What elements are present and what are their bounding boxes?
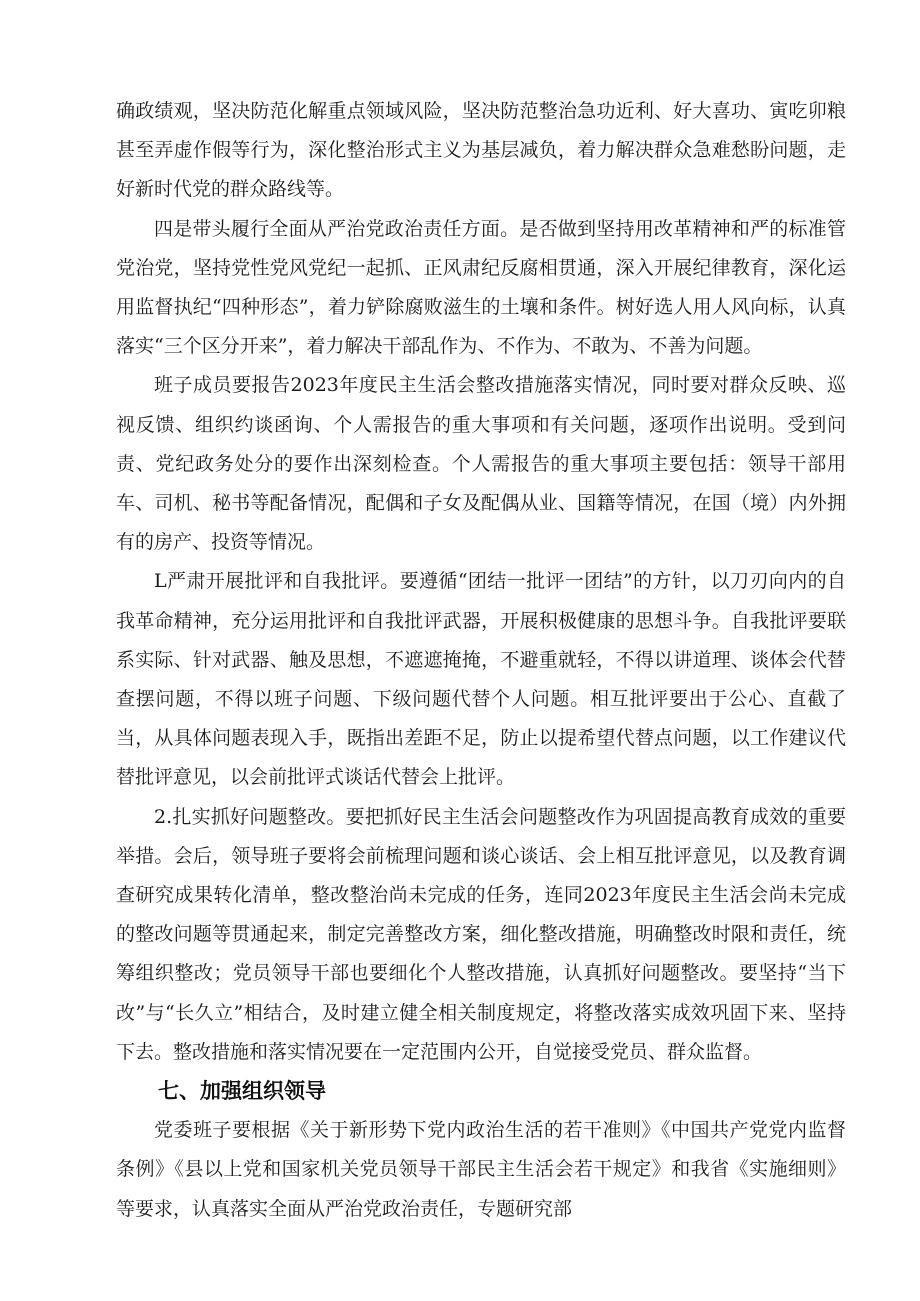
paragraph-organization: 党委班子要根据《关于新形势下党内政治生活的若干准则》《中国共产党党内监督条例》《县以上党和国家机关党员领导干部民主生活会若干规定》和我省《实施细则》等要求，认真落实全面从严治党政治责任，专题研究部 [116, 1119, 846, 1220]
document-body [116, 92, 846, 1229]
section-heading: 七、加强组织领导 [158, 1079, 326, 1104]
paragraph-continued: 确政绩观，坚决防范化解重点领域风险，坚决防范整治急功近利、好大喜功、寅吃卯粮甚至弄虚作假等行为，深化整治形式主义为基层减负，着力解决群众急难愁盼问题，走好新时代党的群众路线等。 [116, 100, 846, 201]
paragraph-criticism: L严肃开展批评和自我批评。要遵循“团结一批评一团结”的方针，以刀刃向内的自我革命精神，充分运用批评和自我批评武器，开展积极健康的思想斗争。自我批评要联系实际、针对武器、触及思想，不遮遮掩掩，不避重就轻，不得以讲道理、谈体会代替查摆问题，不得以班子问题、下级问题代替个人问题。相互批评要出于公心、直截了当，从具体问题表现入手，既指出差距不足，防止以提希望代替点问题，以工作建议代替批评意见，以会前批评式谈话代替会上批评。 [116, 570, 846, 789]
paragraph-member-report: 班子成员要报告2023年度民主生活会整改措施落实情况，同时要对群众反映、巡视反馈、组织约谈函询、个人需报告的重大事项和有关问题，逐项作出说明。受到问责、党纪政务处分的要作出深刻检查。个人需报告的重大事项主要包括：领导干部用车、司机、秘书等配备情况，配偶和子女及配偶从业、国籍等情况，在国（境）内外拥有的房产、投资等情况。 [116, 374, 846, 554]
paragraph-rectification: 2.扎实抓好问题整改。要把抓好民主生活会问题整改作为巩固提高教育成效的重要举措。会后，领导班子要将会前梳理问题和谈心谈话、会上相互批评意见，以及教育调查研究成果转化清单，整改整治尚未完成的任务，连同2023年度民主生活会尚未完成的整改问题等贯通起来，制定完善整改方案，细化整改措施，明确整改时限和责任，统筹组织整改；党员领导干部也要细化个人整改措施，认真抓好问题整改。要坚持“当下改”与“长久立”相结合，及时建立健全相关制度规定，将整改落实成效巩固下来、坚持下去。整改措施和落实情况要在一定范围内公开，自觉接受党员、群众监督。 [116, 805, 846, 1063]
paragraph-party-discipline: 四是带头履行全面从严治党政治责任方面。是否做到坚持用改革精神和严的标准管党治党，坚持党性党风党纪一起抓、正风肃纪反腐相贯通，深入开展纪律教育，深化运用监督执纪“四种形态”，着力铲除腐败滋生的土壤和条件。树好选人用人风向标，认真落实“三个区分开来”，着力解决干部乱作为、不作为、不敢为、不善为问题。 [116, 217, 846, 358]
